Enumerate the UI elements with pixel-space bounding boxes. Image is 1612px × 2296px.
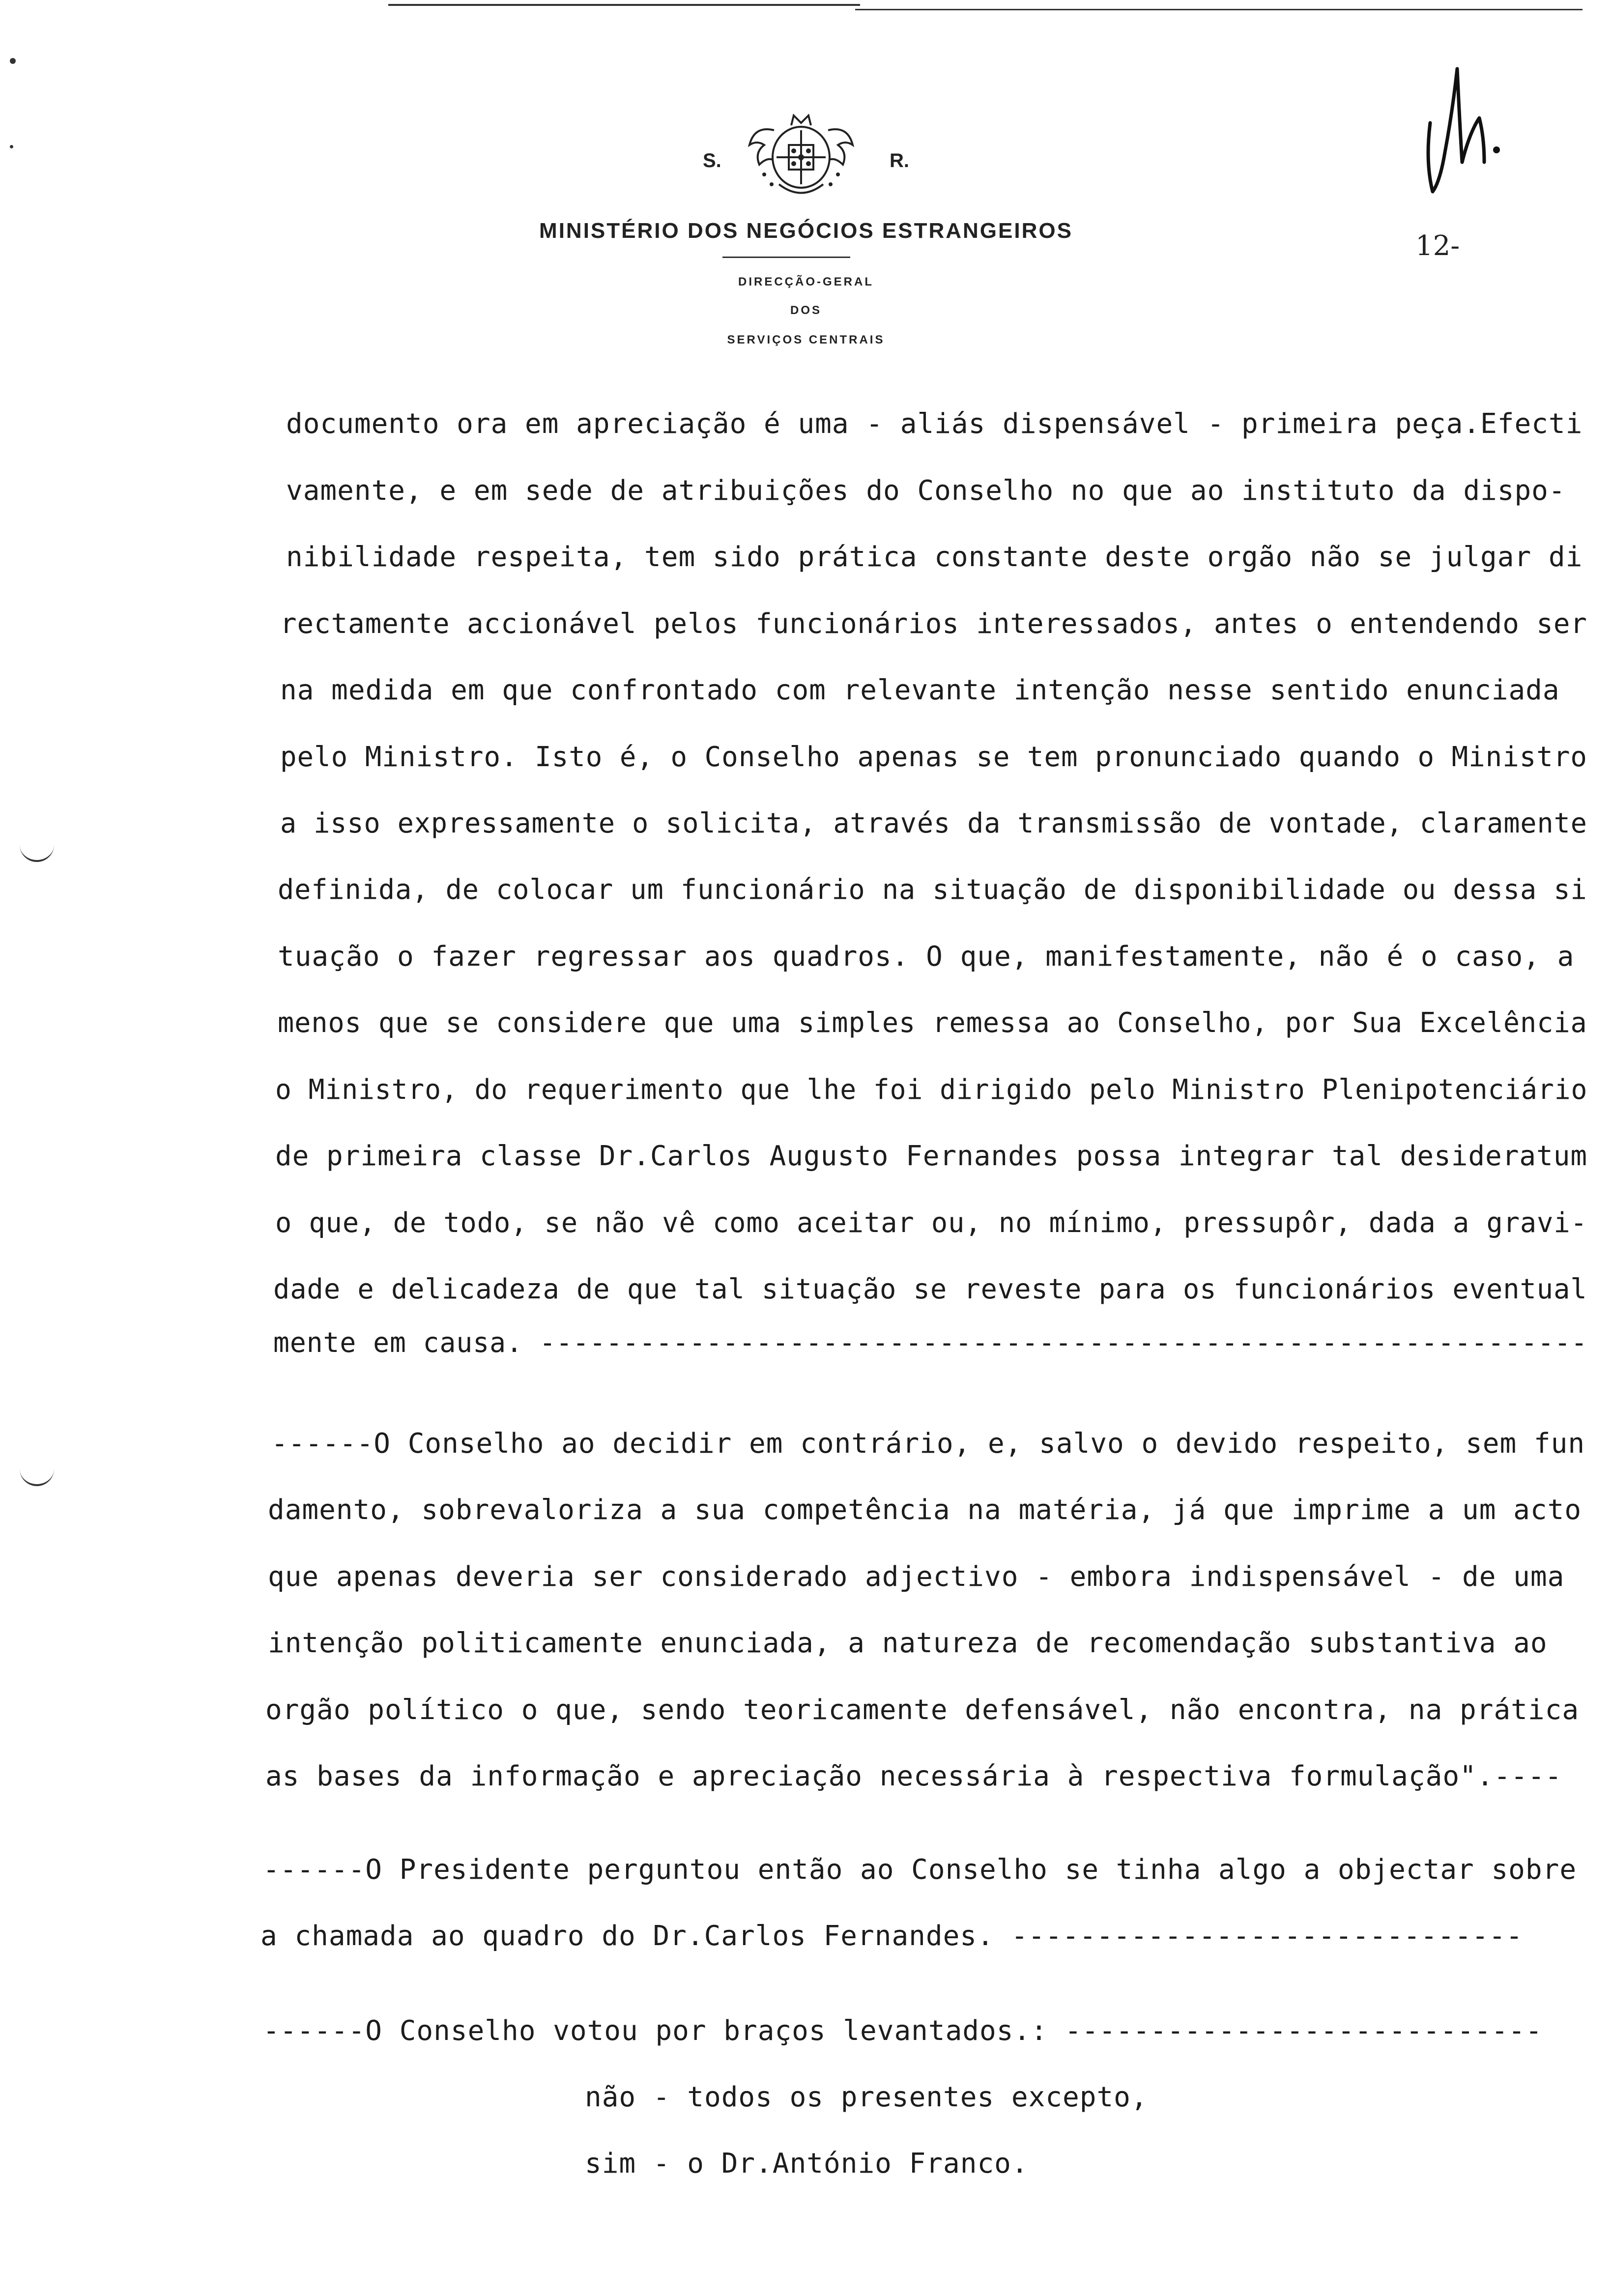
directorate-line-2: DOS xyxy=(790,304,822,317)
text-line: na medida em que confrontado com relevante intenção nesse sentido enunciada xyxy=(280,674,1560,706)
ministry-underline xyxy=(722,257,850,258)
text-line: definida, de colocar um funcionário na situação de disponibilidade ou dessa si xyxy=(278,874,1587,906)
text-line: pelo Ministro. Isto é, o Conselho apenas se tem pronunciado quando o Ministro xyxy=(280,741,1587,773)
text-line: menos que se considere que uma simples remessa ao Conselho, por Sua Excelência xyxy=(278,1007,1587,1039)
coat-of-arms-icon xyxy=(745,111,858,204)
text-line: o Ministro, do requerimento que lhe foi dirigido pelo Ministro Plenipotenciário xyxy=(275,1074,1588,1106)
text-line: ------O Conselho votou por braços levantados.: ---------------------------- xyxy=(263,2015,1543,2047)
binding-hole-mark xyxy=(20,1455,54,1486)
text-line: orgão político o que, sendo teoricamente defensável, não encontra, na prática xyxy=(265,1694,1580,1726)
top-edge-line xyxy=(855,9,1583,10)
text-line: nibilidade respeita, tem sido prática constante deste orgão não se julgar di xyxy=(286,541,1583,573)
text-line: tuação o fazer regressar aos quadros. O que, manifestamente, não é o caso, a xyxy=(278,941,1575,973)
margin-mark xyxy=(10,58,16,64)
text-line: ------O Presidente perguntou então ao Conselho se tinha algo a objectar sobre xyxy=(263,1854,1577,1886)
text-line: ------O Conselho ao decidir em contrário, e, salvo o devido respeito, sem fun xyxy=(271,1428,1585,1460)
text-line: mente em causa. --------------------------------------------------------------- xyxy=(273,1327,1588,1359)
text-line: o que, de todo, se não vê como aceitar ou, no mínimo, pressupôr, dada a gravi- xyxy=(275,1207,1587,1239)
binding-hole-mark xyxy=(20,831,54,862)
text-line: intenção politicamente enunciada, a natureza de recomendação substantiva ao xyxy=(268,1627,1548,1659)
text-line: de primeira classe Dr.Carlos Augusto Fernandes possa integrar tal desideratum xyxy=(275,1140,1588,1172)
vote-line-no: não - todos os presentes excepto, xyxy=(585,2081,1148,2113)
top-edge-line xyxy=(388,4,860,6)
text-line: a isso expressamente o solicita, através da transmissão de vontade, claramente xyxy=(280,807,1587,839)
directorate-line-1: DIRECÇÃO-GERAL xyxy=(738,275,874,288)
vote-line-yes: sim - o Dr.António Franco. xyxy=(585,2148,1029,2180)
text-line: dade e delicadeza de que tal situação se reveste para os funcionários eventual xyxy=(273,1273,1587,1305)
text-line: rectamente accionável pelos funcionários interessados, antes o entendendo ser xyxy=(280,608,1587,640)
margin-mark xyxy=(10,145,13,148)
letterhead-left-letter: S. xyxy=(703,150,721,172)
text-line: as bases da informação e apreciação necessária à respectiva formulação".---- xyxy=(265,1760,1562,1792)
letterhead-right-letter: R. xyxy=(890,150,909,172)
text-line: damento, sobrevaloriza a sua competência na matéria, já que imprime a um acto xyxy=(268,1494,1582,1526)
text-line: vamente, e em sede de atribuições do Conselho no que ao instituto da dispo- xyxy=(286,475,1566,507)
directorate-line-3: SERVIÇOS CENTRAIS xyxy=(727,333,885,346)
handwritten-initials-icon xyxy=(1410,64,1509,211)
ministry-title: MINISTÉRIO DOS NEGÓCIOS ESTRANGEIROS xyxy=(539,219,1073,243)
text-line: a chamada ao quadro do Dr.Carlos Fernandes. ------------------------------ xyxy=(260,1920,1523,1952)
text-line: que apenas deveria ser considerado adjectivo - embora indispensável - de uma xyxy=(268,1561,1565,1593)
text-line: documento ora em apreciação é uma - aliás dispensável - primeira peça.Efecti xyxy=(286,408,1583,440)
page-number: 12- xyxy=(1415,230,1460,262)
